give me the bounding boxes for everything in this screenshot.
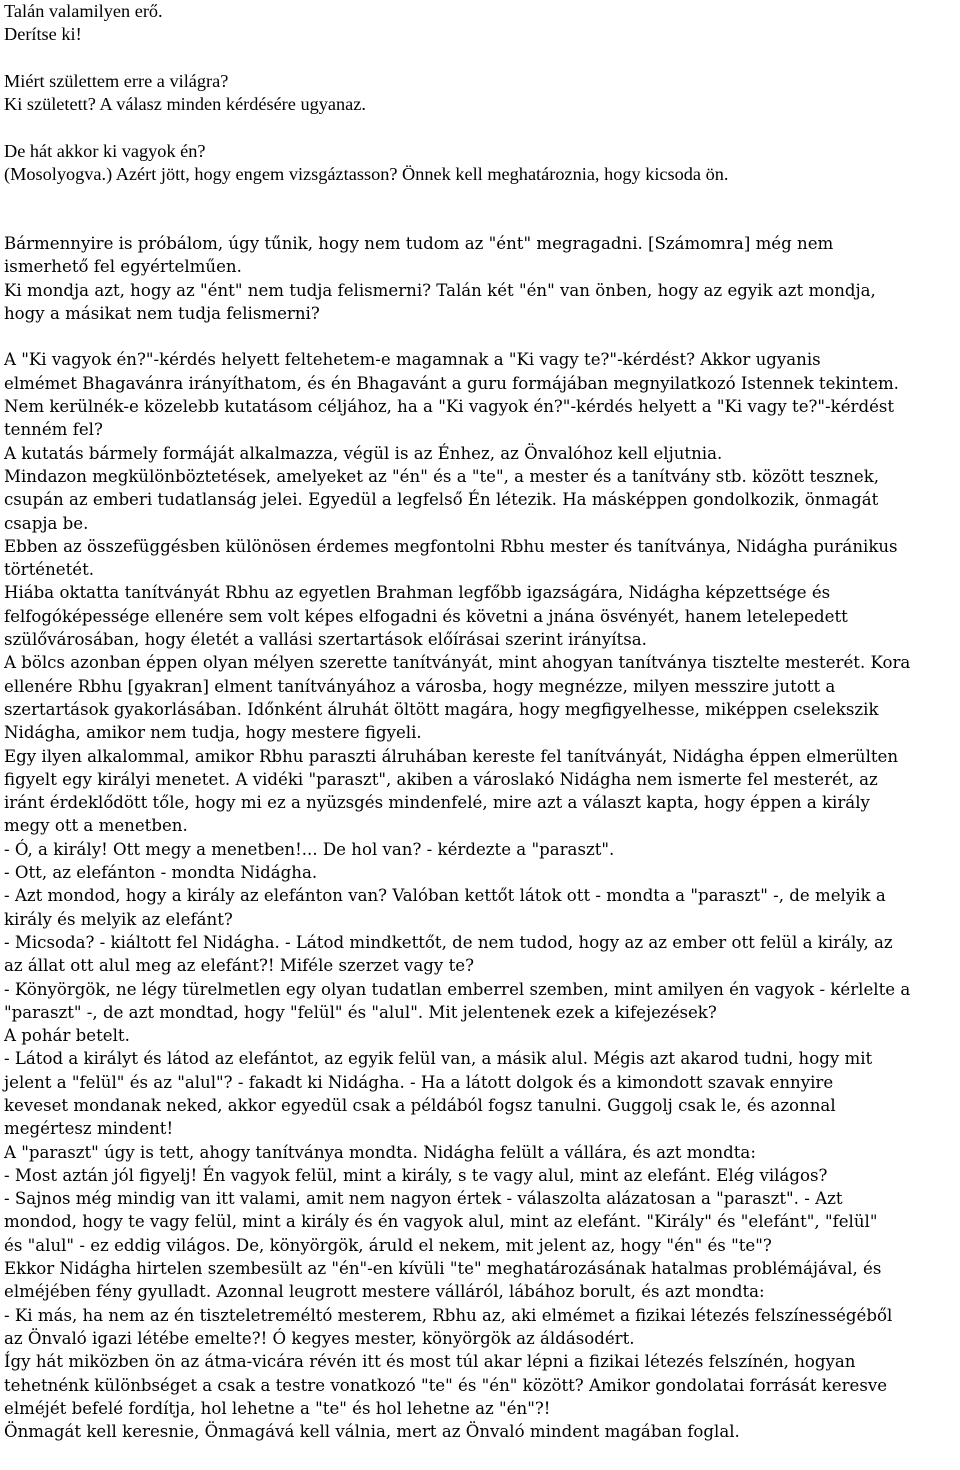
text-line: (Mosolyogva.) Azért jött, hogy engem vizsgáztasson? Önnek kell meghatároznia, hogy kicsoda ön.: [4, 164, 729, 185]
text-line: Ki mondja azt, hogy az "ént" nem tudja felismerni? Talán két "én" van önben, hogy az egyik azt mondja,: [4, 280, 876, 300]
text-line: Talán valamilyen erő.: [4, 1, 163, 21]
text-line: - Ki más, ha nem az én tiszteletreméltó mesterem, Rbhu az, aki elmémet a fizikai létezés felszínességéből: [4, 1305, 893, 1325]
text-line: - Micsoda? - kiáltott fel Nidágha. - Látod mindkettőt, de nem tudod, hogy az az ember ott felül a király, az: [4, 932, 893, 952]
text-line: az állat ott alul meg az elefánt?! Miféle szerzet vagy te?: [4, 956, 474, 976]
text-line: figyelt egy királyi menetet. A vidéki "paraszt", akiben a városlakó Nidágha nem ismerte fel mesterét, az: [4, 769, 878, 789]
text-line: "paraszt" -, de azt mondtad, hogy "felül" és "alul". Mit jelentenek ezek a kifejezések?: [4, 1002, 717, 1022]
text-line: Így hát miközben ön az átma-vicára révén itt és most túl akar lépni a fizikai létezés felszínén, hogyan: [4, 1352, 856, 1372]
text-line: Egy ilyen alkalommal, amikor Rbhu paraszti álruhában kereste fel tanítványát, Nidágha éppen elmerülten: [4, 746, 899, 766]
text-line: hogy a másikat nem tudja felismerni?: [4, 303, 320, 323]
text-line: király és melyik az elefánt?: [4, 909, 233, 929]
text-line: megy ott a menetben.: [4, 816, 188, 836]
text-line: elmémet Bhagavánra irányíthatom, és én Bhagavánt a guru formájában megnyilatkozó Istennek tekintem.: [4, 373, 899, 393]
text-line: - Most aztán jól figyelj! Én vagyok felül, mint a király, s te vagy alul, mint az elefánt. Elég világos?: [4, 1165, 828, 1185]
text-line: ellenére Rbhu [gyakran] elment tanítványához a városba, hogy megnézze, milyen messzire jutott a: [4, 676, 836, 696]
text-line: - Azt mondod, hogy a király az elefánton van? Valóban kettőt látok ott - mondta a "paraszt" -, de melyik a: [4, 886, 886, 906]
blank-line: [4, 325, 910, 348]
text-line: - Ott, az elefánton - mondta Nidágha.: [4, 863, 318, 883]
text-line: Ebben az összefüggésben különösen érdemes megfontolni Rbhu mester és tanítványa, Nidágha puránikus: [4, 536, 898, 556]
text-line: Nidágha, amikor nem tudja, hogy mestere figyeli.: [4, 723, 422, 743]
text-line: Ki született? A válasz minden kérdésére ugyanaz.: [4, 94, 366, 115]
text-line: keveset mondanak neked, akkor egyedül csak a példából fogsz tanulni. Guggolj csak le, és azonnal: [4, 1095, 836, 1115]
text-line: iránt érdeklődött tőle, hogy mi ez a nyüzsgés mindenfelé, mire azt a választ kapta, hogy éppen a király: [4, 793, 870, 813]
text-line: és "alul" - ez eddig világos. De, könyörgök, áruld el nekem, mit jelent az, hogy "én" és "te"?: [4, 1235, 772, 1255]
text-line: A "Ki vagyok én?"-kérdés helyett feltehetem-e magamnak a "Ki vagy te?"-kérdést? Akkor ugyanis: [4, 350, 821, 370]
text-line: csupán az emberi tudatlanság jelei. Egyedül a legfelső Én létezik. Ha másképpen gondolkozik, önmagát: [4, 490, 879, 510]
text-line: elméjében fény gyulladt. Azonnal leugrott mestere válláról, lábához borult, és azt mondta:: [4, 1282, 765, 1302]
text-line: Nem kerülnék-e közelebb kutatásom céljához, ha a "Ki vagyok én?"-kérdés helyett a "Ki vagy te?"-kérdést: [4, 397, 895, 417]
text-line: tehetnénk különbséget a csak a testre vonatkozó "te" és "én" között? Amikor gondolatai forrását keresve: [4, 1375, 888, 1395]
text-line: - Ó, a király! Ott megy a menetben!... De hol van? - kérdezte a "paraszt".: [4, 839, 615, 859]
text-line: A "paraszt" úgy is tett, ahogy tanítványa mondta. Nidágha felült a vállára, és azt mondta:: [4, 1142, 756, 1162]
text-line: az Önvaló igazi létébe emelte?! Ó kegyes mester, könyörgök az áldásodért.: [4, 1328, 635, 1348]
text-line: - Sajnos még mindig van itt valami, amit nem nagyon értek - válaszolta alázatosan a "paraszt". - Azt: [4, 1189, 843, 1209]
text-line: jelent a "felül" és az "alul"? - fakadt ki Nidágha. - Ha a látott dolgok és a kimondott szavak ennyire: [4, 1072, 834, 1092]
text-line: mondod, hogy te vagy felül, mint a király és én vagyok alul, mint az elefánt. "Király" és "elefánt", "felül": [4, 1212, 878, 1232]
text-line: szülővárosában, hogy életét a vallási szertartások előírásai szerint irányítsa.: [4, 630, 647, 650]
text-line: Bármennyire is próbálom, úgy tűnik, hogy nem tudom az "ént" megragadni. [Számomra] még nem: [4, 234, 834, 253]
text-line: A pohár betelt.: [4, 1026, 130, 1046]
text-line: megértesz mindent!: [4, 1119, 174, 1139]
document-section-main: [4, 232, 910, 1443]
text-line: történetét.: [4, 560, 95, 580]
text-line: Miért születtem erre a világra?: [4, 70, 229, 91]
text-line: Önmagát kell keresnie, Önmagává kell válnia, mert az Önvaló mindent magában foglal.: [4, 1422, 740, 1442]
blank-line: [4, 47, 728, 70]
text-line: - Könyörgök, ne légy türelmetlen egy olyan tudatlan emberrel szemben, mint amilyen én vagyok - kérlelte a: [4, 979, 911, 999]
text-line: csapja be.: [4, 513, 89, 533]
text-line: Ekkor Nidágha hirtelen szembesült az "én"-en kívüli "te" meghatározásának hatalmas problémájával, és: [4, 1259, 882, 1279]
text-line: Mindazon megkülönböztetések, amelyeket az "én" és a "te", a mester és a tanítvány stb. között tesznek,: [4, 466, 880, 486]
text-line: ismerhető fel egyértelműen.: [4, 257, 242, 277]
text-line: tenném fel?: [4, 420, 103, 440]
text-line: - Látod a királyt és látod az elefántot, az egyik felül van, a másik alul. Mégis azt akarod tudni, hogy mit: [4, 1049, 873, 1069]
text-line: Derítse ki!: [4, 24, 82, 45]
document-section-intro: [4, 0, 728, 186]
text-line: Hiába oktatta tanítványát Rbhu az egyetlen Brahman legfőbb igazságára, Nidágha képzettsége és: [4, 583, 831, 603]
text-line: A kutatás bármely formáját alkalmazza, végül is az Énhez, az Önvalóhoz kell eljutnia.: [4, 443, 723, 463]
text-line: A bölcs azonban éppen olyan mélyen szerette tanítványát, mint ahogyan tanítványa tisztelte mesterét. Kora: [4, 653, 911, 673]
text-line: De hát akkor ki vagyok én?: [4, 140, 206, 161]
text-line: szertartások gyakorlásában. Időnként álruhát öltött magára, hogy megfigyelhesse, miképpen cselekszik: [4, 699, 879, 719]
blank-line: [4, 116, 728, 139]
text-line: elméjét befelé fordítja, hol lehetne a "te" és hol lehetne az "én"?!: [4, 1398, 551, 1418]
text-line: felfogóképessége ellenére sem volt képes elfogadni és követni a jnána ösvényét, hanem letelepedett: [4, 606, 848, 626]
